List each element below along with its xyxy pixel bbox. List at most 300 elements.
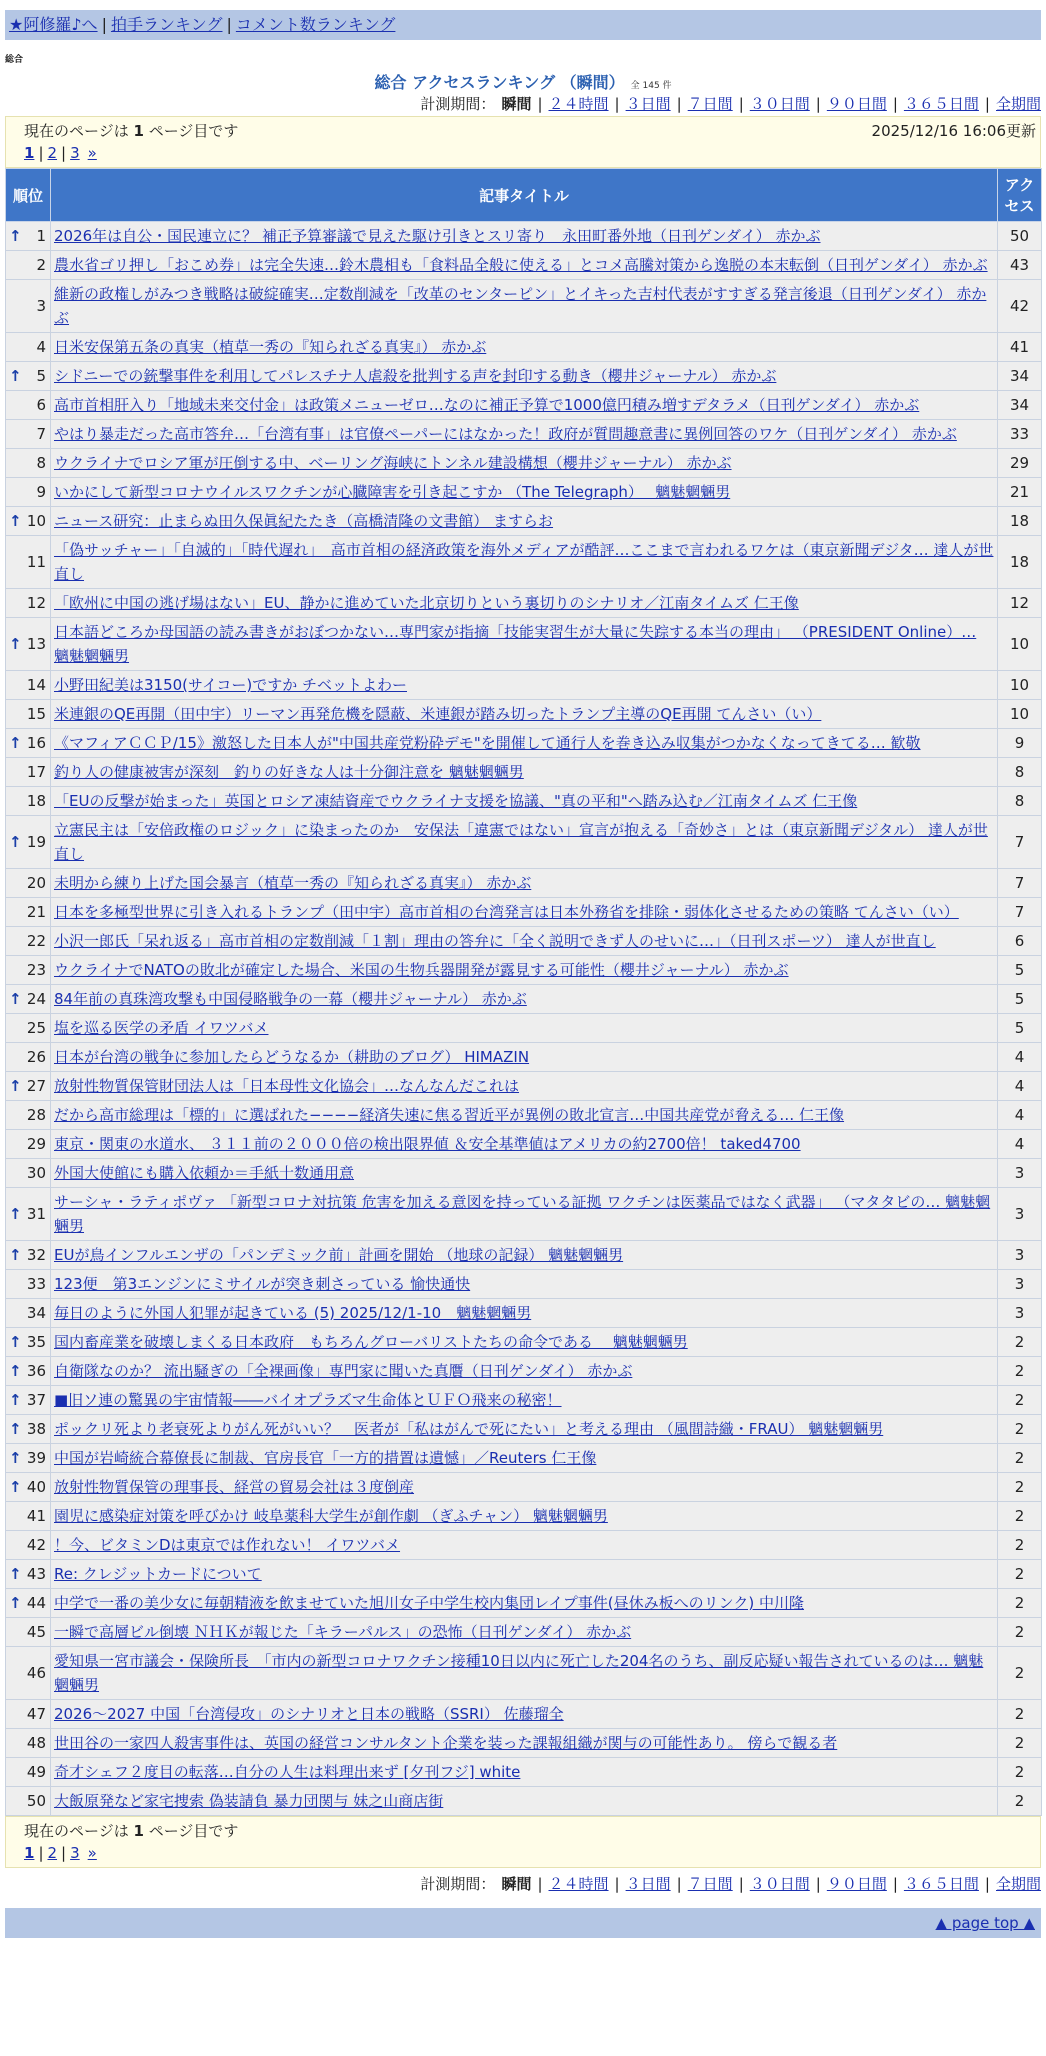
table-row <box>6 1700 1042 1729</box>
rank-cell <box>6 1072 51 1101</box>
title-cell <box>51 1241 998 1270</box>
article-link[interactable]: ！今、ビタミンDは東京では作れない！ イワツバメ <box>54 1536 401 1554</box>
rank-number: 35 <box>26 1333 46 1351</box>
rank-cell <box>6 1328 51 1357</box>
access-count: 2 <box>998 1386 1042 1415</box>
rank-number: 46 <box>26 1664 46 1682</box>
nav-separator: | <box>226 15 232 34</box>
title-cell <box>51 1560 998 1589</box>
table-row <box>6 1101 1042 1130</box>
rank-cell <box>6 729 51 758</box>
access-count: 2 <box>998 1502 1042 1531</box>
next-page-link[interactable]: » <box>87 144 97 162</box>
access-count: 10 <box>998 671 1042 700</box>
rank-up-arrow-icon: ↑ <box>9 990 22 1008</box>
article-link[interactable]: 2026年は自公・国民連立に？ 補正予算審議で見えた駆け引きとスリ寄り 永田町番外地（日刊ゲンダイ） 赤かぶ <box>54 227 821 245</box>
article-link[interactable]: 《マフィアＣＣＰ/15》激怒した日本人が"中国共産党粉砕デモ"を開催して通行人を巻き込み収集がつかなくなってきてる… 歓敬 <box>54 734 921 752</box>
next-page-link-bottom[interactable]: » <box>87 1844 97 1862</box>
page-status-bottom: 現在のページは 1 ページ目です <box>24 1822 239 1840</box>
title-cell <box>51 1072 998 1101</box>
article-link[interactable]: 一瞬で高層ビル倒壊 ＮＨＫが報じた「キラーパルス」の恐怖（日刊ゲンダイ） 赤かぶ <box>54 1623 632 1641</box>
access-count: 2 <box>998 1787 1042 1816</box>
rank-up-arrow-icon: ↑ <box>9 1077 22 1095</box>
table-row <box>6 956 1042 985</box>
title-cell <box>51 391 998 420</box>
title-cell <box>51 333 998 362</box>
rank-cell <box>6 869 51 898</box>
article-link[interactable]: Re: クレジットカードについて <box>54 1565 262 1583</box>
rank-cell <box>6 1270 51 1299</box>
rank-number: 4 <box>36 338 46 356</box>
rank-number: 15 <box>26 705 46 723</box>
article-link[interactable]: 小沢一郎氏「呆れ返る」高市首相の定数削減「１割」理由の答弁に「全く説明できず人のせいに…」（日刊スポーツ） 達人が世直し <box>54 932 936 950</box>
access-count: 5 <box>998 985 1042 1014</box>
rank-cell <box>6 985 51 1014</box>
table-row <box>6 1299 1042 1328</box>
access-count: 5 <box>998 956 1042 985</box>
rank-number: 22 <box>26 932 46 950</box>
title-cell <box>51 671 998 700</box>
footer-bar <box>5 1908 1041 1938</box>
page-link-2-bottom[interactable]: 2 <box>47 1844 58 1862</box>
access-count: 5 <box>998 1014 1042 1043</box>
table-row <box>6 700 1042 729</box>
rank-number: 16 <box>26 734 46 752</box>
rank-cell <box>6 1758 51 1787</box>
table-row <box>6 251 1042 280</box>
article-link[interactable]: 維新の政権しがみつき戦略は破綻確実…定数削減を「改革のセンターピン」とイキった吉村代表がすすぎる発言後退（日刊ゲンダイ） 赤かぶ <box>54 285 987 327</box>
page-link-1-bottom[interactable]: 1 <box>24 1844 35 1862</box>
article-link[interactable]: 日本を多極型世界に引き入れるトランプ（田中宇）高市首相の台湾発言は日本外務省を排除・弱体化させるための策略 てんさい（い） <box>54 903 959 921</box>
pagination-bottom: 現在のページは 1 ページ目です 1 | 2 | 3 » <box>5 1816 1041 1868</box>
page-status: 現在のページは 1 ページ目です <box>24 122 239 140</box>
period-365d-link-bottom[interactable]: ３６５日間 <box>903 1875 979 1893</box>
title-cell <box>51 787 998 816</box>
article-link[interactable]: 米連銀のQE再開（田中宇）リーマン再発危機を隠蔽、米連銀が踏み切ったトランプ主導のQE再開 てんさい（い） <box>54 705 822 723</box>
period-90d-link[interactable]: ９０日間 <box>826 95 887 113</box>
rank-number: 3 <box>36 297 46 315</box>
article-link[interactable]: 日本語どころか母国語の読み書きがおぼつかない…専門家が指摘「技能実習生が大量に失踪する本当の理由」 （PRESIDENT Online）… 魑魅魍魎男 <box>54 623 977 665</box>
article-link[interactable]: 「EUの反撃が始まった」英国とロシア凍結資産でウクライナ支援を協議、"真の平和"へ踏み込む／江南タイムズ 仁王像 <box>54 792 858 810</box>
access-count: 21 <box>998 478 1042 507</box>
rank-up-arrow-icon: ↑ <box>9 1594 22 1612</box>
table-row <box>6 1130 1042 1159</box>
article-link[interactable]: 放射性物質保管財団法人は「日本母性文化協会」…なんなんだこれは <box>54 1077 520 1095</box>
rank-number: 42 <box>26 1536 46 1554</box>
period-current: 瞬間 <box>501 95 532 113</box>
rank-cell <box>6 956 51 985</box>
article-link[interactable]: 84年前の真珠湾攻撃も中国侵略戦争の一幕（櫻井ジャーナル） 赤かぶ <box>54 990 527 1008</box>
access-count: 10 <box>998 700 1042 729</box>
article-link[interactable]: 自衛隊なのか？ 流出騒ぎの「全裸画像」専門家に聞いた真贋（日刊ゲンダイ） 赤かぶ <box>54 1362 633 1380</box>
article-link[interactable]: 放射性物質保管の理事長、経営の貿易会社は３度倒産 <box>54 1478 415 1496</box>
rank-number: 6 <box>36 396 46 414</box>
table-row <box>6 1415 1042 1444</box>
table-row <box>6 787 1042 816</box>
rank-number: 40 <box>26 1478 46 1496</box>
section-tag: 総合 <box>5 55 24 65</box>
period-30d-link-bottom[interactable]: ３０日間 <box>749 1875 810 1893</box>
rank-cell <box>6 898 51 927</box>
article-link[interactable]: 未明から練り上げた国会暴言（植草一秀の『知られざる真実』） 赤かぶ <box>54 874 532 892</box>
period-7d-link-bottom[interactable]: ７日間 <box>687 1875 733 1893</box>
table-row <box>6 280 1042 333</box>
updated-timestamp: 2025/12/16 16:06更新 <box>871 122 1036 140</box>
period-24h-link[interactable]: ２４時間 <box>548 95 609 113</box>
rank-number: 32 <box>26 1246 46 1264</box>
article-link[interactable]: 園児に感染症対策を呼びかけ 岐阜薬科大学生が創作劇 （ぎふチャン） 魑魅魍魎男 <box>54 1507 608 1525</box>
article-link[interactable]: 123便 第3エンジンにミサイルが突き刺さっている 愉快通快 <box>54 1275 471 1293</box>
table-row <box>6 1159 1042 1188</box>
period-3d-link[interactable]: ３日間 <box>625 95 671 113</box>
rank-number: 5 <box>36 367 46 385</box>
rank-cell <box>6 1473 51 1502</box>
article-link[interactable]: 立憲民主は「安倍政権のロジック」に染まったのか 安保法「違憲ではない」宣言が抱える「奇妙さ」とは（東京新聞デジタル） 達人が世直し <box>54 821 988 863</box>
article-link[interactable]: ■旧ソ連の驚異の宇宙情報――バイオプラズマ生命体とＵＦＯ飛来の秘密！ <box>54 1391 562 1409</box>
rank-number: 20 <box>26 874 46 892</box>
access-count: 34 <box>998 391 1042 420</box>
access-count: 3 <box>998 1241 1042 1270</box>
rank-cell <box>6 671 51 700</box>
period-all-link[interactable]: 全期間 <box>995 95 1041 113</box>
rank-number: 29 <box>26 1135 46 1153</box>
access-count: 33 <box>998 420 1042 449</box>
rank-number: 24 <box>26 990 46 1008</box>
period-365d-link[interactable]: ３６５日間 <box>903 95 979 113</box>
page-title-text: 総合 アクセスランキング （瞬間） <box>374 73 625 92</box>
article-link[interactable]: 2026～2027 中国「台湾侵攻」のシナリオと日本の戦略（SSRI） 佐藤瑠全 <box>54 1705 564 1723</box>
period-3d-link-bottom[interactable]: ３日間 <box>625 1875 671 1893</box>
comment-ranking-link[interactable]: コメント数ランキング <box>235 15 396 34</box>
article-link[interactable]: 中国が岩崎統合幕僚長に制裁、官房長官「一方的措置は遺憾」／Reuters 仁王像 <box>54 1449 597 1467</box>
rank-cell <box>6 1386 51 1415</box>
rank-up-arrow-icon: ↑ <box>9 227 22 245</box>
period-selector-bottom: 計測期間： 瞬間 | ２４時間 | ３日間 | ７日間 | ３０日間 | ９０日間 | ３６５日間 | 全期間 <box>420 1875 1041 1893</box>
top-nav <box>5 10 1041 40</box>
title-cell <box>51 280 998 333</box>
access-count: 2 <box>998 1700 1042 1729</box>
table-row <box>6 1473 1042 1502</box>
title-cell <box>51 362 998 391</box>
rank-number: 37 <box>26 1391 46 1409</box>
rank-cell <box>6 1188 51 1241</box>
rank-up-arrow-icon: ↑ <box>9 1205 22 1223</box>
article-link[interactable]: ウクライナでNATOの敗北が確定した場合、米国の生物兵器開発が露見する可能性（櫻井ジャーナル） 赤かぶ <box>54 961 789 979</box>
rank-up-arrow-icon: ↑ <box>9 1420 22 1438</box>
article-link[interactable]: だから高市総理は「標的」に選ばれた−−−−経済失速に焦る習近平が異例の敗北宣言…中国共産党が脅える… 仁王像 <box>54 1106 845 1124</box>
rank-number: 21 <box>26 903 46 921</box>
access-count: 9 <box>998 729 1042 758</box>
title-cell <box>51 1357 998 1386</box>
table-row <box>6 1589 1042 1618</box>
access-count: 50 <box>998 222 1042 251</box>
access-count: 2 <box>998 1328 1042 1357</box>
rank-cell <box>6 1444 51 1473</box>
rank-cell <box>6 1014 51 1043</box>
rank-cell <box>6 1787 51 1816</box>
rank-up-arrow-icon: ↑ <box>9 833 22 851</box>
table-row <box>6 1444 1042 1473</box>
rank-number: 44 <box>26 1594 46 1612</box>
article-link[interactable]: やはり暴走だった高市答弁…「台湾有事」は官僚ペーパーにはなかった！政府が質問趣意書に異例回答のワケ（日刊ゲンダイ） 赤かぶ <box>54 425 957 443</box>
article-link[interactable]: 世田谷の一家四人殺害事件は、英国の経営コンサルタント企業を装った課報組織が関与の可能性あり。 傍らで観る者 <box>54 1734 838 1752</box>
article-link[interactable]: 奇才シェフ２度目の転落…自分の人生は料理出来ず [夕刊フジ] white <box>54 1763 521 1781</box>
article-link[interactable]: 大飯原発など家宅捜索 偽装請負 暴力団関与 妹之山商店街 <box>54 1792 444 1810</box>
pagination-top: 現在のページは 1 ページ目です 2025/12/16 16:06更新 1 | 2 | 3 » <box>5 116 1041 168</box>
rank-number: 14 <box>26 676 46 694</box>
period-90d-link-bottom[interactable]: ９０日間 <box>826 1875 887 1893</box>
table-row <box>6 985 1042 1014</box>
rank-number: 34 <box>26 1304 46 1322</box>
title-cell <box>51 1130 998 1159</box>
article-link[interactable]: 毎日のように外国人犯罪が起きている (5) 2025/12/1-10 魑魅魍魎男 <box>54 1304 532 1322</box>
rank-number: 9 <box>36 483 46 501</box>
page-link-2[interactable]: 2 <box>47 144 58 162</box>
title-cell <box>51 758 998 787</box>
rank-number: 38 <box>26 1420 46 1438</box>
title-cell <box>51 700 998 729</box>
article-link[interactable]: ニュース研究：止まらぬ田久保眞紀たたき（高橋清隆の文書館） ますらお <box>54 512 554 530</box>
rank-cell <box>6 391 51 420</box>
rank-cell <box>6 1159 51 1188</box>
access-count: 42 <box>998 280 1042 333</box>
title-cell <box>51 1328 998 1357</box>
article-link[interactable]: 中学で一番の美少女に毎朝精液を飲ませていた旭川女子中学生校内集団レイプ事件(昼休み板へのリンク) 中川隆 <box>54 1594 804 1612</box>
article-link[interactable]: EUが鳥インフルエンザの「パンデミック前」計画を開始 （地球の記録） 魑魅魍魎男 <box>54 1246 624 1264</box>
article-link[interactable]: 外国大使館にも購入依頼か＝手紙十数通用意 <box>54 1164 355 1182</box>
title-cell <box>51 222 998 251</box>
ranking-table <box>5 168 1042 1816</box>
period-24h-link-bottom[interactable]: ２４時間 <box>548 1875 609 1893</box>
rank-cell <box>6 1415 51 1444</box>
access-count: 2 <box>998 1531 1042 1560</box>
table-row <box>6 816 1042 869</box>
access-count: 4 <box>998 1072 1042 1101</box>
access-count: 7 <box>998 898 1042 927</box>
title-cell <box>51 1101 998 1130</box>
rank-number: 25 <box>26 1019 46 1037</box>
title-cell <box>51 1299 998 1328</box>
table-row <box>6 1787 1042 1816</box>
table-row <box>6 1357 1042 1386</box>
rank-number: 48 <box>26 1734 46 1752</box>
period-7d-link[interactable]: ７日間 <box>687 95 733 113</box>
article-link[interactable]: 農水省ゴリ押し「おこめ券」は完全失速…鈴木農相も「食料品全般に使える」とコメ高騰対策から逸脱の本末転倒（日刊ゲンダイ） 赤かぶ <box>54 256 988 274</box>
rank-cell <box>6 251 51 280</box>
page-link-3[interactable]: 3 <box>70 144 80 162</box>
access-count: 7 <box>998 869 1042 898</box>
table-row <box>6 1758 1042 1787</box>
rank-up-arrow-icon: ↑ <box>9 1565 22 1583</box>
title-cell <box>51 1270 998 1299</box>
ranking-rows <box>6 222 1042 1816</box>
title-cell <box>51 449 998 478</box>
rank-number: 10 <box>26 512 46 530</box>
title-cell <box>51 729 998 758</box>
table-row <box>6 1188 1042 1241</box>
article-link[interactable]: 釣り人の健康被害が深刻 釣りの好きな人は十分御注意を 魑魅魍魎男 <box>54 763 524 781</box>
article-link[interactable]: 日本が台湾の戦争に参加したらどうなるか（耕助のブログ） HIMAZIN <box>54 1048 530 1066</box>
table-row <box>6 333 1042 362</box>
title-cell <box>51 816 998 869</box>
table-row <box>6 478 1042 507</box>
article-link[interactable]: いかにして新型コロナウイルスワクチンが心臓障害を引き起こすか （The Telegraph） 魑魅魍魎男 <box>54 483 731 501</box>
rank-cell <box>6 333 51 362</box>
table-row <box>6 671 1042 700</box>
table-row <box>6 729 1042 758</box>
access-count: 34 <box>998 362 1042 391</box>
rank-cell <box>6 700 51 729</box>
page-link-3-bottom[interactable]: 3 <box>70 1844 80 1862</box>
access-count: 2 <box>998 1473 1042 1502</box>
rank-number: 50 <box>26 1792 46 1810</box>
page-link-1[interactable]: 1 <box>24 144 35 162</box>
rank-number: 27 <box>26 1077 46 1095</box>
table-row <box>6 391 1042 420</box>
title-cell <box>51 1758 998 1787</box>
article-link[interactable]: 塩を巡る医学の矛盾 イワツバメ <box>54 1019 269 1037</box>
title-cell <box>51 1787 998 1816</box>
rank-cell <box>6 1241 51 1270</box>
access-count: 2 <box>998 1560 1042 1589</box>
nav-separator: | <box>101 15 107 34</box>
period-30d-link[interactable]: ３０日間 <box>749 95 810 113</box>
rank-cell <box>6 280 51 333</box>
table-row <box>6 1043 1042 1072</box>
rank-cell <box>6 1357 51 1386</box>
access-count: 10 <box>998 618 1042 671</box>
rank-number: 12 <box>26 594 46 612</box>
table-row <box>6 1618 1042 1647</box>
access-header: アクセス <box>998 169 1042 222</box>
access-count: 29 <box>998 449 1042 478</box>
article-link[interactable]: 日米安保第五条の真実（植草一秀の『知られざる真実』） 赤かぶ <box>54 338 487 356</box>
article-link[interactable]: 小野田紀美は3150(サイコー)ですか チベットよわー <box>54 676 407 694</box>
access-count: 18 <box>998 536 1042 589</box>
rank-cell <box>6 1729 51 1758</box>
table-row <box>6 362 1042 391</box>
article-link[interactable]: 国内畜産業を破壊しまくる日本政府 もちろんグローバリストたちの命令である 魑魅魍魎男 <box>54 1333 688 1351</box>
rank-up-arrow-icon: ↑ <box>9 512 22 530</box>
article-link[interactable]: 愛知県一宮市議会・保険所長 「市内の新型コロナワクチン接種10日以内に死亡した204名のうち、副反応疑い報告されているのは… 魑魅魍魎男 <box>54 1652 984 1694</box>
title-cell <box>51 1473 998 1502</box>
title-cell <box>51 1444 998 1473</box>
title-cell <box>51 1188 998 1241</box>
rank-number: 1 <box>36 227 46 245</box>
rank-cell <box>6 507 51 536</box>
rank-up-arrow-icon: ↑ <box>9 1246 22 1264</box>
title-cell <box>51 536 998 589</box>
access-count: 4 <box>998 1130 1042 1159</box>
access-count: 2 <box>998 1589 1042 1618</box>
title-cell <box>51 956 998 985</box>
rank-number: 18 <box>26 792 46 810</box>
access-count: 18 <box>998 507 1042 536</box>
article-link[interactable]: シドニーでの銃撃事件を利用してパレスチナ人虐殺を批判する声を封印する動き（櫻井ジャーナル） 赤かぶ <box>54 367 777 385</box>
title-cell <box>51 1647 998 1700</box>
rank-cell <box>6 1589 51 1618</box>
article-link[interactable]: ウクライナでロシア軍が圧倒する中、ベーリング海峡にトンネル建設構想（櫻井ジャーナル） 赤かぶ <box>54 454 732 472</box>
rank-cell <box>6 618 51 671</box>
total-count: 全 145 件 <box>630 81 672 91</box>
title-cell <box>51 927 998 956</box>
table-row <box>6 1241 1042 1270</box>
article-link[interactable]: 東京・関東の水道水、 ３１１前の２０００倍の検出限界値 ＆安全基準値はアメリカの約2700倍！ taked4700 <box>54 1135 801 1153</box>
access-count: 3 <box>998 1270 1042 1299</box>
title-cell <box>51 1043 998 1072</box>
title-cell <box>51 898 998 927</box>
home-link[interactable]: ★阿修羅♪へ <box>9 15 98 34</box>
access-count: 4 <box>998 1043 1042 1072</box>
table-row <box>6 927 1042 956</box>
rank-up-arrow-icon: ↑ <box>9 1478 22 1496</box>
title-cell <box>51 1700 998 1729</box>
rank-up-arrow-icon: ↑ <box>9 367 22 385</box>
table-row <box>6 589 1042 618</box>
access-count: 12 <box>998 589 1042 618</box>
rank-number: 8 <box>36 454 46 472</box>
rank-cell <box>6 420 51 449</box>
table-row <box>6 758 1042 787</box>
rank-number: 39 <box>26 1449 46 1467</box>
rank-cell <box>6 1502 51 1531</box>
rank-number: 36 <box>26 1362 46 1380</box>
article-link[interactable]: サーシャ・ラティポヴァ 「新型コロナ対抗策 危害を加える意図を持っている証拠 ワクチンは医薬品ではなく武器」 （マタタビの… 魑魅魍魎男 <box>54 1193 991 1235</box>
access-count: 2 <box>998 1357 1042 1386</box>
table-row <box>6 449 1042 478</box>
article-link[interactable]: 「欧州に中国の逃げ場はない」EU、静かに進めていた北京切りという裏切りのシナリオ／江南タイムズ 仁王像 <box>54 594 799 612</box>
page-top-link[interactable]: ▲ page top ▲ <box>935 1914 1035 1932</box>
table-row <box>6 869 1042 898</box>
period-selector-top: 計測期間： 瞬間 | ２４時間 | ３日間 | ７日間 | ３０日間 | ９０日間 | ３６５日間 | 全期間 <box>420 95 1041 113</box>
rank-cell <box>6 758 51 787</box>
article-link[interactable]: 「偽サッチャー」「自滅的」「時代遅れ」 高市首相の経済政策を海外メディアが酷評…ここまで言われるワケは（東京新聞デジタ… 達人が世直し <box>54 541 994 583</box>
article-link[interactable]: 高市首相肝入り「地域未来交付金」は政策メニューゼロ…なのに補正予算で1000億円積み増すデタラメ（日刊ゲンダイ） 赤かぶ <box>54 396 920 414</box>
rank-cell <box>6 1560 51 1589</box>
access-count: 2 <box>998 1415 1042 1444</box>
rank-number: 26 <box>26 1048 46 1066</box>
rank-cell <box>6 1299 51 1328</box>
rank-cell <box>6 816 51 869</box>
rank-number: 11 <box>26 553 46 571</box>
access-count: 4 <box>998 1101 1042 1130</box>
access-count: 2 <box>998 1444 1042 1473</box>
rank-cell <box>6 1531 51 1560</box>
period-label: 計測期間： <box>420 95 496 113</box>
access-count: 8 <box>998 758 1042 787</box>
rank-up-arrow-icon: ↑ <box>9 1449 22 1467</box>
table-row <box>6 1560 1042 1589</box>
rank-cell <box>6 927 51 956</box>
title-cell <box>51 1415 998 1444</box>
rank-up-arrow-icon: ↑ <box>9 635 22 653</box>
title-header: 記事タイトル <box>51 169 998 222</box>
rank-number: 47 <box>26 1705 46 1723</box>
table-row <box>6 1270 1042 1299</box>
rank-up-arrow-icon: ↑ <box>9 1333 22 1351</box>
article-link[interactable]: ポックリ死より老衰死よりがん死がいい？ 医者が「私はがんで死にたい」と考える理由 （風間詩織・FRAU） 魑魅魍魎男 <box>54 1420 884 1438</box>
access-count: 3 <box>998 1299 1042 1328</box>
period-all-link-bottom[interactable]: 全期間 <box>995 1875 1041 1893</box>
page-title <box>5 70 1041 92</box>
rank-cell <box>6 478 51 507</box>
rank-number: 31 <box>26 1205 46 1223</box>
applause-ranking-link[interactable]: 拍手ランキング <box>110 15 223 34</box>
rank-cell <box>6 787 51 816</box>
access-count: 8 <box>998 787 1042 816</box>
table-row <box>6 1729 1042 1758</box>
title-cell <box>51 618 998 671</box>
